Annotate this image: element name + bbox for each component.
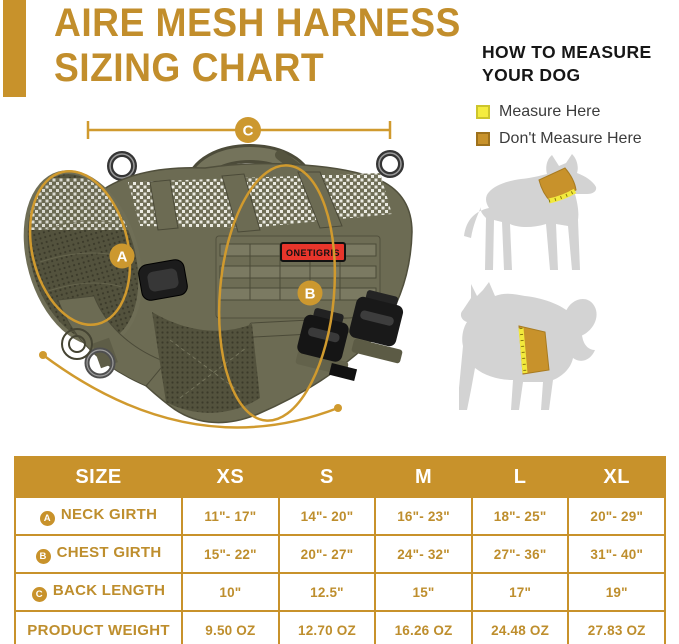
product-weight-xs: 9.50 OZ bbox=[182, 611, 279, 644]
measure-guide-heading bbox=[482, 41, 652, 87]
neck-girth-l: 18"- 25" bbox=[472, 497, 569, 535]
size-table bbox=[14, 456, 666, 644]
column-header-l: L bbox=[472, 457, 569, 497]
neck-girth-m: 16"- 23" bbox=[375, 497, 472, 535]
marker-a-badge: A bbox=[116, 248, 128, 266]
legend-label: Don't Measure Here bbox=[499, 130, 642, 147]
title-accent-bar bbox=[3, 0, 26, 97]
dog-neck-illustration bbox=[464, 154, 596, 270]
back-length-xs: 10" bbox=[182, 573, 279, 611]
dont-measure-here-swatch-icon bbox=[476, 132, 490, 146]
chest-girth-xs: 15"- 22" bbox=[182, 535, 279, 573]
marker-a-icon: A bbox=[40, 511, 55, 526]
slider-buckle-icon bbox=[137, 258, 189, 301]
row-label: CHEST GIRTH bbox=[56, 544, 162, 561]
column-header-size: SIZE bbox=[15, 457, 182, 497]
chest-girth-m: 24"- 32" bbox=[375, 535, 472, 573]
page-title-line1: AIRE MESH HARNESS bbox=[54, 1, 461, 45]
back-length-s: 12.5" bbox=[279, 573, 376, 611]
column-header-m: M bbox=[375, 457, 472, 497]
measure-guide-heading-line1: HOW TO MEASURE bbox=[482, 42, 652, 62]
harness-measurement-diagram bbox=[0, 110, 460, 450]
marker-b-badge: B bbox=[304, 285, 316, 303]
product-weight-l: 24.48 OZ bbox=[472, 611, 569, 644]
dog-measure-illustrations bbox=[455, 150, 679, 440]
product-weight-m: 16.26 OZ bbox=[375, 611, 472, 644]
measure-here-swatch-icon bbox=[476, 105, 490, 119]
legend-item-measure-here bbox=[476, 103, 642, 121]
marker-c-badge: C bbox=[242, 122, 254, 140]
dog-chest-illustration bbox=[459, 282, 597, 410]
measure-guide-heading-line2: YOUR DOG bbox=[482, 65, 581, 85]
marker-b-icon: B bbox=[36, 549, 51, 564]
row-label: NECK GIRTH bbox=[60, 506, 158, 523]
size-table-header-row bbox=[15, 457, 665, 497]
neck-girth-s: 14"- 20" bbox=[279, 497, 376, 535]
row-label: BACK LENGTH bbox=[52, 582, 166, 599]
neck-girth-xs: 11"- 17" bbox=[182, 497, 279, 535]
brand-patch-text: ONETIGRIS bbox=[285, 248, 341, 258]
back-length-m: 15" bbox=[375, 573, 472, 611]
product-weight-s: 12.70 OZ bbox=[279, 611, 376, 644]
measure-legend bbox=[476, 103, 642, 157]
row-label: PRODUCT WEIGHT bbox=[27, 621, 170, 639]
legend-item-dont-measure-here bbox=[476, 130, 642, 148]
chest-girth-xl: 31"- 40" bbox=[568, 535, 665, 573]
table-row-back-length bbox=[15, 573, 665, 611]
product-weight-xl: 27.83 OZ bbox=[568, 611, 665, 644]
page-title bbox=[54, 1, 461, 91]
back-length-l: 17" bbox=[472, 573, 569, 611]
column-header-xl: XL bbox=[568, 457, 665, 497]
table-row-neck-girth bbox=[15, 497, 665, 535]
marker-c-icon: C bbox=[32, 587, 47, 602]
neck-girth-xl: 20"- 29" bbox=[568, 497, 665, 535]
back-length-xl: 19" bbox=[568, 573, 665, 611]
chest-girth-l: 27"- 36" bbox=[472, 535, 569, 573]
legend-label: Measure Here bbox=[499, 103, 601, 120]
column-header-s: S bbox=[279, 457, 376, 497]
page-title-line2: SIZING CHART bbox=[54, 46, 325, 90]
table-row-product-weight bbox=[15, 611, 665, 644]
chest-girth-s: 20"- 27" bbox=[279, 535, 376, 573]
column-header-xs: XS bbox=[182, 457, 279, 497]
table-row-chest-girth bbox=[15, 535, 665, 573]
